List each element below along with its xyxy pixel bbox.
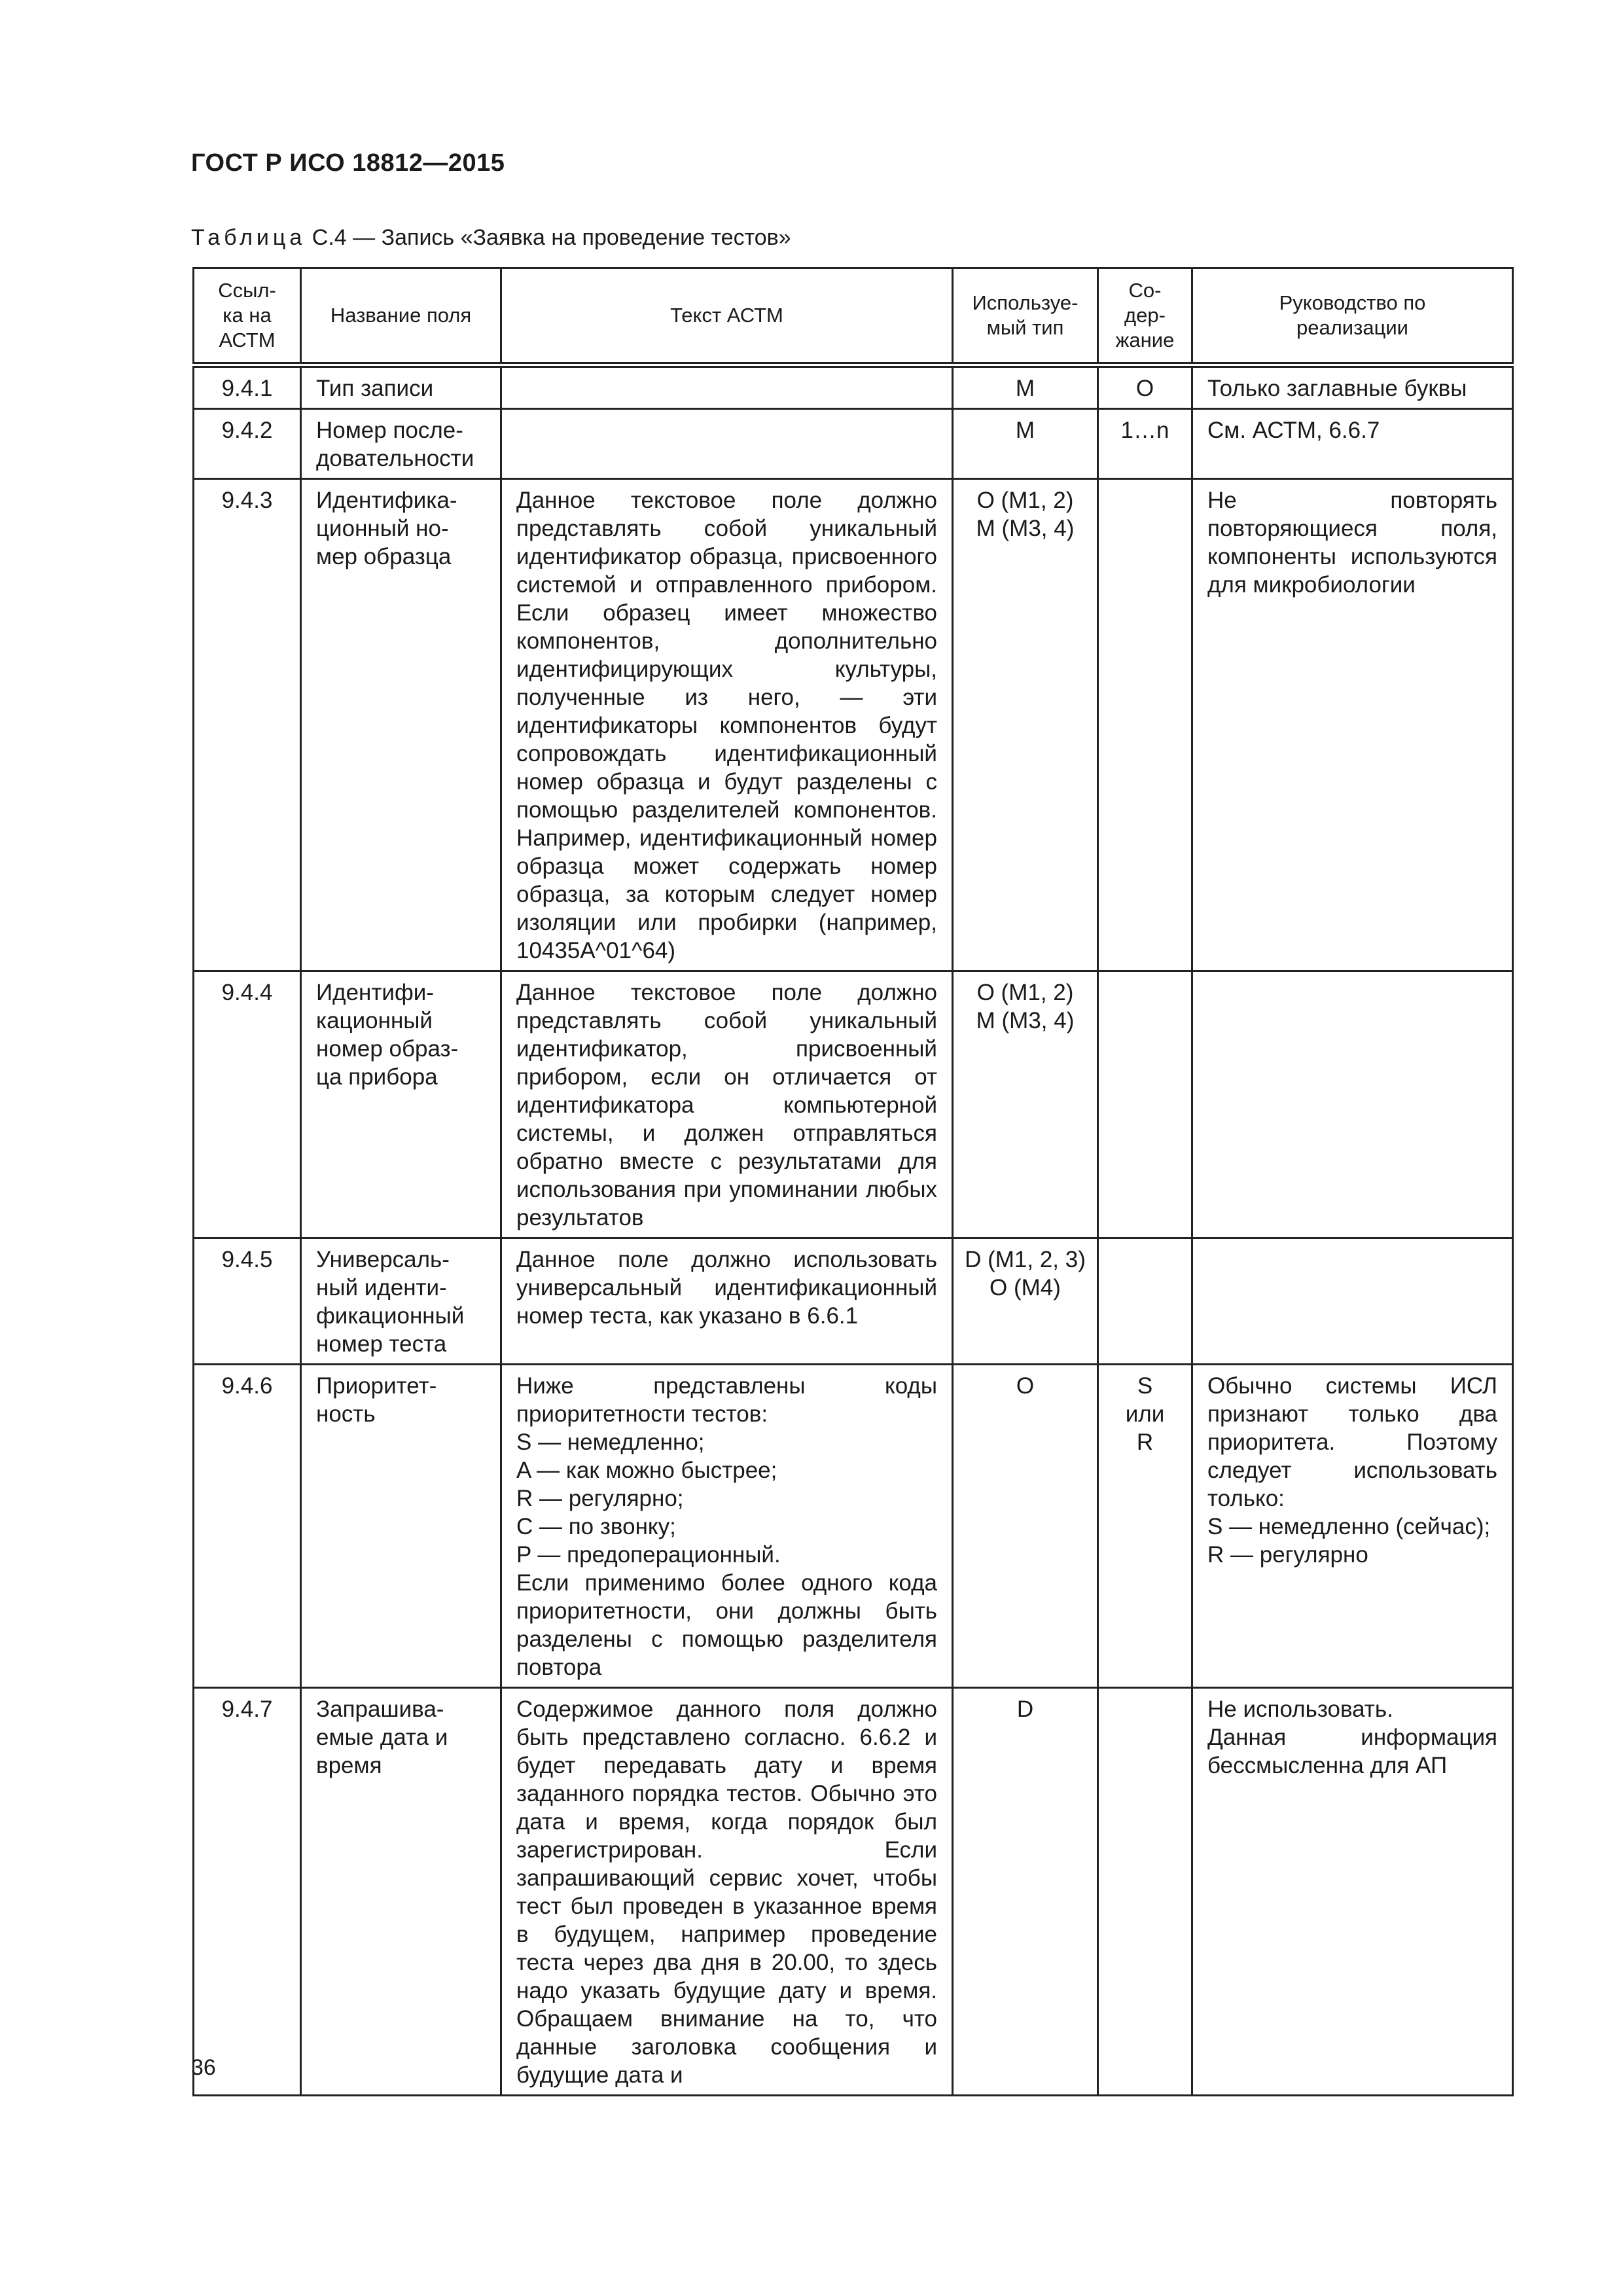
cell-guide: Обычно системы ИСЛ признают только два приоритета. Поэтому следует использовать только: S — немедленно (сейчас); R — регулярно xyxy=(1192,1365,1513,1688)
table-header-row xyxy=(194,268,1513,365)
cell-type: O (M1, 2) M (M3, 4) xyxy=(953,479,1098,971)
cell-ref: 9.4.3 xyxy=(194,479,301,971)
cell-field: Тип записи xyxy=(301,365,501,409)
cell-field: Номер после- довательности xyxy=(301,409,501,479)
caption-text: — Запись «Заявка на проведение тестов» xyxy=(353,225,791,250)
col-header-content: Со- дер- жание xyxy=(1098,268,1192,365)
cell-astm: Данное текстовое поле должно представлять собой уникальный идентификатор, присвоенный прибором, если он отличается от идентификатора компьютерной системы, и должен отправляться обратно вместе с результатами для использования при упоминании любых результатов xyxy=(501,971,953,1238)
cell-type: D xyxy=(953,1688,1098,2096)
cell-field: Приоритет- ность xyxy=(301,1365,501,1688)
cell-ref: 9.4.7 xyxy=(194,1688,301,2096)
cell-astm: Данное поле должно использовать универсальный идентификационный номер теста, как указано в 6.6.1 xyxy=(501,1238,953,1365)
page-number: 36 xyxy=(191,2055,216,2080)
cell-type: M xyxy=(953,365,1098,409)
cell-field: Запрашива- емые дата и время xyxy=(301,1688,501,2096)
table-row xyxy=(194,1365,1513,1688)
cell-field: Идентифика- ционный но- мер образца xyxy=(301,479,501,971)
cell-guide xyxy=(1192,971,1513,1238)
standard-title: ГОСТ Р ИСО 18812—2015 xyxy=(191,149,505,177)
cell-ref: 9.4.2 xyxy=(194,409,301,479)
table-row xyxy=(194,409,1513,479)
cell-guide: См. АСТМ, 6.6.7 xyxy=(1192,409,1513,479)
order-record-table xyxy=(192,267,1514,2096)
cell-guide xyxy=(1192,1238,1513,1365)
cell-type: O (M1, 2) M (M3, 4) xyxy=(953,971,1098,1238)
cell-astm xyxy=(501,409,953,479)
col-header-guide: Руководство по реализации xyxy=(1192,268,1513,365)
col-header-field: Название поля xyxy=(301,268,501,365)
table-row xyxy=(194,1238,1513,1365)
cell-content xyxy=(1098,971,1192,1238)
col-header-astm: Текст АСТМ xyxy=(501,268,953,365)
cell-ref: 9.4.4 xyxy=(194,971,301,1238)
table-caption xyxy=(191,225,791,251)
col-header-type: Используе- мый тип xyxy=(953,268,1098,365)
cell-content xyxy=(1098,1688,1192,2096)
caption-number: С.4 xyxy=(312,225,347,250)
cell-field: Идентифи- кационный номер образ- ца прибора xyxy=(301,971,501,1238)
cell-type: M xyxy=(953,409,1098,479)
cell-content: 1…n xyxy=(1098,409,1192,479)
cell-guide: Не использовать. Данная информация бессмысленна для АП xyxy=(1192,1688,1513,2096)
cell-ref: 9.4.6 xyxy=(194,1365,301,1688)
table-row xyxy=(194,479,1513,971)
cell-ref: 9.4.1 xyxy=(194,365,301,409)
cell-field: Универсаль- ный иденти- фикационный номер теста xyxy=(301,1238,501,1365)
cell-guide: Только заглавные буквы xyxy=(1192,365,1513,409)
caption-label: Таблица xyxy=(191,225,306,250)
cell-content xyxy=(1098,1238,1192,1365)
cell-content: O xyxy=(1098,365,1192,409)
cell-astm: Содержимое данного поля должно быть представлено согласно. 6.6.2 и будет передавать дату и время заданного порядка тестов. Обычно это дата и время, когда порядок был зарегистрирован. Если запрашивающий сервис хочет, чтобы тест был проведен в указанное время в будущем, например проведение теста через два дня в 20.00, то здесь надо указать будущие дату и время. Обращаем внимание на то, что данные заголовка сообщения и будущие дата и xyxy=(501,1688,953,2096)
cell-content xyxy=(1098,479,1192,971)
cell-astm xyxy=(501,365,953,409)
table-row xyxy=(194,365,1513,409)
cell-astm: Ниже представлены коды приоритетности тестов: S — немедленно; A — как можно быстрее; R — регулярно; C — по звонку; P — предоперационный. Если применимо более одного кода приоритетности, они должны быть разделены с помощью разделителя повтора xyxy=(501,1365,953,1688)
cell-type: O xyxy=(953,1365,1098,1688)
cell-guide: Не повторять повторяющиеся поля, компоненты используются для микробиологии xyxy=(1192,479,1513,971)
table-row xyxy=(194,1688,1513,2096)
table-row xyxy=(194,971,1513,1238)
cell-ref: 9.4.5 xyxy=(194,1238,301,1365)
cell-content: S или R xyxy=(1098,1365,1192,1688)
col-header-ref: Ссыл- ка на АСТМ xyxy=(194,268,301,365)
cell-type: D (M1, 2, 3) O (M4) xyxy=(953,1238,1098,1365)
cell-astm: Данное текстовое поле должно представлять собой уникальный идентификатор образца, присвоенного системой и отправленного прибором. Если образец имеет множество компонентов, дополнительно идентифицирующих культуры, полученные из него, — эти идентификаторы компонентов будут сопровождать идентификационный номер образца и будут разделены с помощью разделителей компонентов. Например, идентификационный номер образца может содержать номер образца, за которым следует номер изоляции или пробирки (например, 10435A^01^64) xyxy=(501,479,953,971)
